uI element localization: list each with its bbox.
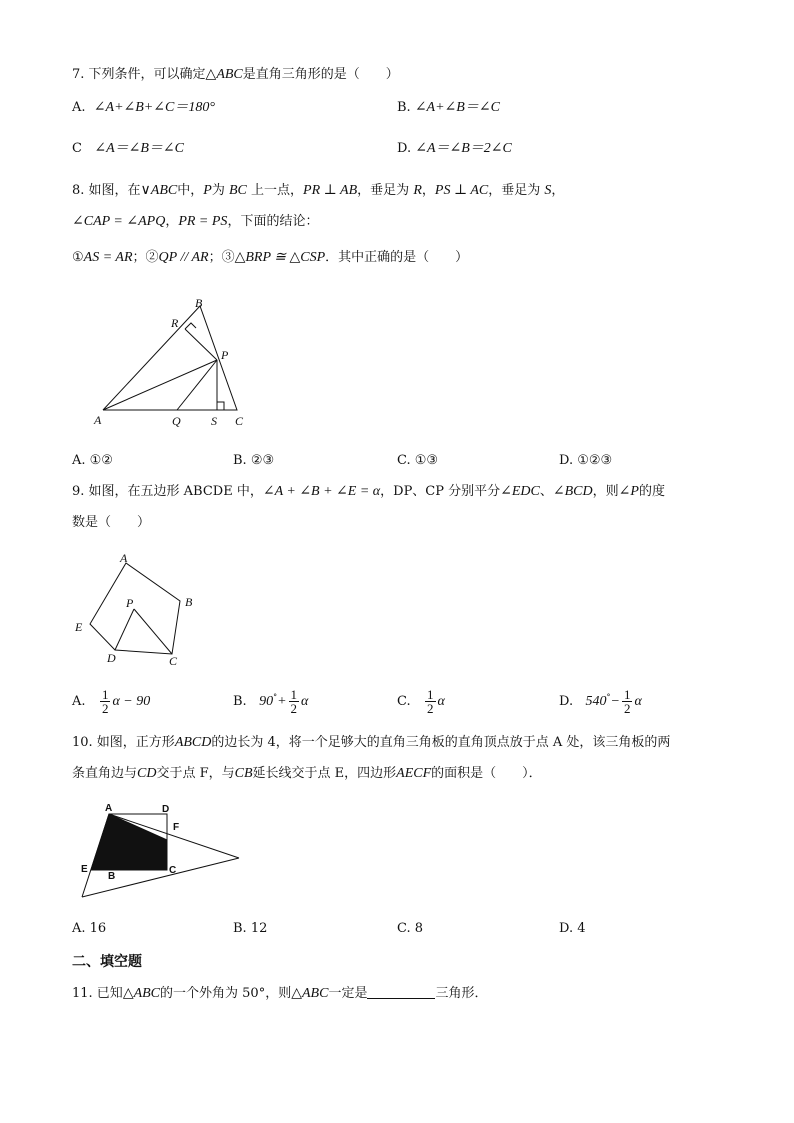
q9-figure <box>70 548 210 673</box>
q8-option-c[interactable]: C. ①③ <box>397 453 439 468</box>
q10-stem-line2 <box>72 765 542 783</box>
label-b: B <box>108 871 116 882</box>
q9-math: ∠EDC <box>500 484 540 499</box>
denominator: 2 <box>290 701 298 716</box>
q10-stem-line1 <box>72 734 670 752</box>
label-c: C <box>169 865 177 876</box>
label-b: B <box>185 595 193 609</box>
numerator: 1 <box>623 687 631 702</box>
q8-math: PS ⊥ AC <box>434 183 489 198</box>
q10-math: CB <box>234 766 253 781</box>
q8-text: ，垂足为 <box>488 183 541 198</box>
q7-option-a[interactable] <box>72 99 215 117</box>
q9-option-a-letter: A. <box>72 694 86 709</box>
q9-text: 、 <box>539 484 553 499</box>
q10-option-b[interactable]: B. 12 <box>233 921 268 936</box>
q9-option-c[interactable] <box>397 688 445 715</box>
q9-option-b[interactable] <box>233 688 308 715</box>
q9-option-b-pre: 90 <box>259 694 274 709</box>
q10-math: ABCD <box>174 735 212 750</box>
segment-cp <box>134 609 172 654</box>
label-b: B <box>195 296 203 310</box>
q8-text: ．其中正确的是（ ） <box>325 250 469 265</box>
label-a: A <box>120 551 128 565</box>
q9-option-d-letter: D. <box>559 694 574 709</box>
q8-text: ① <box>72 250 84 265</box>
q10-text: 条直角边与 <box>72 766 138 781</box>
q7-option-d-text: ∠A＝∠B＝2∠C <box>415 141 512 156</box>
q7-stem-text: 7. 下列条件，可以确定 <box>72 67 206 82</box>
q8-text: ， <box>421 183 435 198</box>
q8-option-d[interactable]: D. ①②③ <box>559 453 613 468</box>
q7-option-d-letter: D. <box>397 141 412 156</box>
q8-math: S <box>544 183 552 198</box>
q11-text: 一定是 <box>328 986 368 1001</box>
q8-text: ，下面的结论： <box>227 214 319 229</box>
label-s: S <box>211 414 217 428</box>
q11-math: △ABC <box>291 986 329 1001</box>
q7-option-b-text: ∠A+∠B＝∠C <box>414 100 500 115</box>
degree-sign: ° <box>273 692 278 702</box>
q8-text: 为 <box>211 183 225 198</box>
pentagon-abcde <box>90 563 180 654</box>
label-q: Q <box>172 414 181 428</box>
segment-dp <box>115 609 134 650</box>
q10-text: 的面积是（ ）． <box>431 766 542 781</box>
q9-option-b-tail: α <box>301 694 309 709</box>
q9-option-b-letter: B. <box>233 694 247 709</box>
q8-math: PR ⊥ AB <box>303 183 358 198</box>
segment-pr <box>185 329 217 360</box>
denominator: 2 <box>427 701 434 716</box>
label-r: R <box>171 316 179 330</box>
shaded-quadrilateral-aecf <box>91 814 167 870</box>
q7-option-a-letter: A. <box>72 100 86 115</box>
q9-text: ，则 <box>592 484 619 499</box>
q9-option-a[interactable] <box>72 688 150 715</box>
q11-stem <box>72 984 487 1003</box>
label-c: C <box>169 654 178 668</box>
q9-option-d-tail: α <box>634 694 642 709</box>
q7-option-a-text: ∠A+∠B+∠C＝180° <box>93 100 215 115</box>
q10-math: AECF <box>396 766 432 781</box>
label-p: P <box>221 348 229 362</box>
fraction-half <box>100 688 111 715</box>
q8-stem-line1 <box>72 182 564 200</box>
label-f: F <box>173 822 180 833</box>
q8-math: R <box>413 183 422 198</box>
q10-option-c[interactable]: C. 8 <box>397 921 424 936</box>
segment-pq <box>177 360 217 410</box>
label-d: D <box>162 804 170 815</box>
q11-math: △ABC <box>122 986 161 1001</box>
label-e: E <box>81 864 88 875</box>
q7-stem-suffix: 是直角三角形的是（ ） <box>242 67 399 82</box>
q8-option-b[interactable]: B. ②③ <box>233 453 275 468</box>
q11-text: 的一个外角为 50°，则 <box>160 986 292 1001</box>
q10-text: 延长线交于点 E，四边形 <box>252 766 397 781</box>
q9-option-d[interactable] <box>559 688 642 715</box>
q9-text: 的度 <box>638 484 665 499</box>
q7-option-d[interactable] <box>397 140 512 158</box>
q8-math: △BRP ≅ △CSP <box>234 250 326 265</box>
q8-text: ， <box>165 214 179 229</box>
segment-ap <box>103 360 217 410</box>
fraction-half <box>622 688 633 715</box>
q8-math: QP // AR <box>158 250 209 265</box>
q7-option-c-letter: C <box>72 141 82 156</box>
q9-math: ∠P <box>618 484 639 499</box>
q8-text: ；③ <box>208 250 235 265</box>
q10-figure <box>75 800 245 905</box>
q8-text: ；② <box>132 250 159 265</box>
q8-stem-line3 <box>72 249 468 267</box>
degree-sign: ° <box>606 692 611 702</box>
q8-math: AS = AR <box>83 250 133 265</box>
q10-text: 10. 如图，正方形 <box>72 735 175 750</box>
minus-sign: − <box>610 694 620 709</box>
fraction-half <box>425 688 436 715</box>
q9-option-d-pre: 540 <box>585 694 607 709</box>
numerator: 1 <box>290 687 298 702</box>
denominator: 2 <box>623 701 631 716</box>
q9-text: 9. 如图，在五边形 ABCDE 中， <box>72 484 263 499</box>
q8-math: ∨ABC <box>140 183 178 198</box>
q10-text: 的边长为 4，将一个足够大的直角三角板的直角顶点放于点 A 处，该三角板的两 <box>211 735 671 750</box>
answer-blank[interactable] <box>367 984 435 999</box>
q10-option-a[interactable]: A. 16 <box>72 921 107 936</box>
q8-text: ，垂足为 <box>357 183 410 198</box>
q8-math: BC <box>228 183 247 198</box>
q10-math: CD <box>137 766 157 781</box>
q8-math: P <box>203 183 212 198</box>
q8-figure <box>90 292 260 432</box>
q11-text: 三角形． <box>435 986 488 1001</box>
q9-stem-line1 <box>72 483 665 501</box>
q10-option-d[interactable]: D. 4 <box>559 921 586 936</box>
q8-stem-line2 <box>72 213 318 231</box>
right-angle-mark-r <box>185 323 196 329</box>
q10-text: 交于点 F，与 <box>156 766 235 781</box>
q7-stem <box>72 66 399 84</box>
label-a: A <box>105 803 113 814</box>
label-d: D <box>107 651 116 665</box>
q7-option-c[interactable] <box>72 140 184 158</box>
q9-math: ∠A + ∠B + ∠E = α <box>262 484 381 499</box>
q7-option-b-letter: B. <box>397 100 411 115</box>
plus-sign: + <box>277 694 287 709</box>
q9-option-c-tail: α <box>437 694 445 709</box>
q7-stem-math: △ABC <box>205 67 243 82</box>
q7-option-c-text: ∠A＝∠B＝∠C <box>94 141 184 156</box>
section-title: 二、填空题 <box>72 954 142 970</box>
q9-text: ，DP、CP 分别平分 <box>380 484 501 499</box>
label-e: E <box>75 620 83 634</box>
q8-math: ∠CAP = ∠APQ <box>72 214 166 229</box>
q8-math: PR = PS <box>178 214 228 229</box>
label-p: P <box>126 596 134 610</box>
q9-stem-line2: 数是（ ） <box>72 515 151 530</box>
q8-option-a[interactable]: A. ①② <box>72 453 113 468</box>
numerator: 1 <box>427 687 434 702</box>
q8-text: 8. 如图，在 <box>72 183 141 198</box>
label-a: A <box>94 413 102 427</box>
numerator: 1 <box>101 687 109 702</box>
q11-text: 11. 已知 <box>72 986 123 1001</box>
q9-option-c-letter: C. <box>397 694 411 709</box>
q9-option-a-tail: α − 90 <box>112 694 151 709</box>
q9-math: ∠BCD <box>552 484 593 499</box>
q8-text: 上一点， <box>251 183 304 198</box>
right-angle-mark-s <box>217 402 224 410</box>
fraction-half <box>289 688 300 715</box>
q7-option-b[interactable] <box>397 99 500 117</box>
label-c: C <box>235 414 244 428</box>
denominator: 2 <box>101 701 109 716</box>
q8-text: ， <box>551 183 565 198</box>
q8-text: 中， <box>177 183 204 198</box>
